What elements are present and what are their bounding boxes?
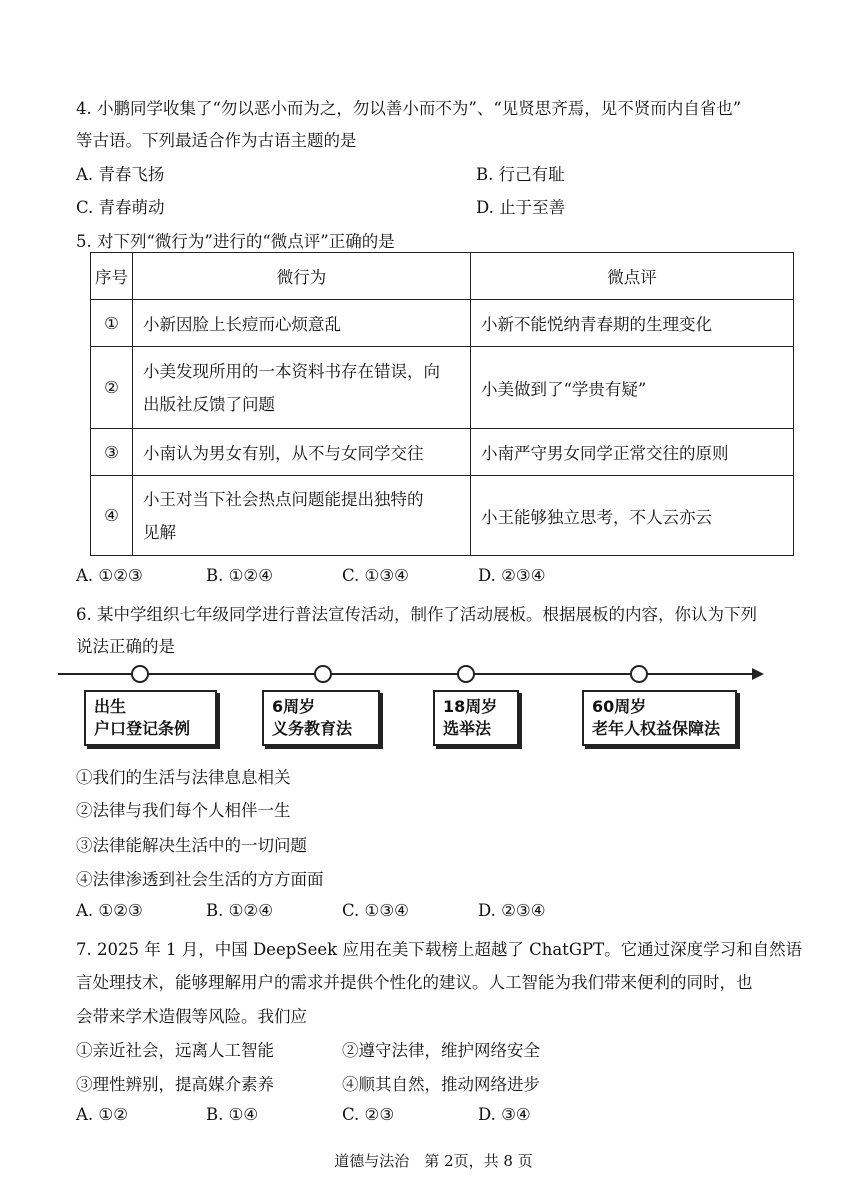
behavior-text: 小美发现所用的一本资料书存在错误，向 [143, 361, 440, 381]
row-behavior [133, 300, 471, 347]
q5-option-d: D. ②③④ [478, 566, 546, 585]
behavior-text: 见解 [143, 522, 176, 542]
q6-stem-line2: 说法正确的是 [76, 637, 175, 656]
timeline-law: 老年人权益保障法 [592, 719, 721, 738]
q4-option-a: A. 青春飞扬 [76, 165, 165, 184]
timeline-law: 选举法 [443, 719, 492, 738]
q4-option-b: B. 行己有耻 [476, 165, 565, 184]
q4-stem-line1: 4. 小鹏同学收集了“勿以恶小而为之，勿以善小而不为”、“见贤思齐焉，见不贤而内自省也” [76, 99, 742, 118]
row-comment: 小王能够独立思考，不人云亦云 [471, 476, 794, 556]
row-number: ④ [91, 476, 133, 556]
timeline-node [314, 665, 332, 683]
q7-option-d: D. ③④ [478, 1105, 531, 1124]
timeline-age: 60周岁 [592, 697, 647, 716]
row-number: ① [91, 300, 133, 347]
q6-option-a: A. ①②③ [76, 901, 143, 920]
q6-statement-1: ①我们的生活与法律息息相关 [76, 768, 291, 787]
q6-option-b: B. ①②④ [206, 901, 273, 920]
header-comment: 微点评 [471, 253, 794, 300]
q4-option-c: C. 青春萌动 [76, 198, 165, 217]
q6-option-d: D. ②③④ [478, 901, 546, 920]
q7-statement-1: ①亲近社会，远离人工智能 [76, 1041, 274, 1060]
timeline-box-birth [84, 690, 217, 746]
timeline-axis [58, 673, 754, 675]
q5-option-b: B. ①②④ [206, 566, 273, 585]
behavior-text: 出版社反馈了问题 [143, 394, 275, 414]
timeline-node [457, 665, 475, 683]
timeline-age: 18周岁 [443, 697, 498, 716]
q6-statement-2: ②法律与我们每个人相伴一生 [76, 801, 291, 820]
q7-stem-line2: 言处理技术，能够理解用户的需求并提供个性化的建议。人工智能为我们带来便利的同时，也 [76, 973, 753, 992]
q7-option-b: B. ①④ [206, 1105, 259, 1124]
row-behavior [133, 347, 471, 429]
table-header-row [91, 253, 794, 300]
row-behavior [133, 476, 471, 556]
q5-option-a: A. ①②③ [76, 566, 143, 585]
timeline-age: 出生 [94, 697, 127, 716]
q5-table [90, 252, 794, 556]
q7-statement-4: ④顺其自然，推动网络进步 [342, 1075, 540, 1094]
q5-option-c: C. ①③④ [342, 566, 409, 585]
row-comment: 小南严守男女同学正常交往的原则 [471, 429, 794, 476]
row-number: ② [91, 347, 133, 429]
table-row [91, 300, 794, 347]
behavior-text: 小新因脸上长痘而心烦意乱 [143, 315, 341, 334]
behavior-text: 小王对当下社会热点问题能提出独特的 [143, 489, 424, 509]
q7-option-a: A. ①② [76, 1105, 128, 1124]
timeline-age: 6周岁 [272, 697, 316, 716]
timeline-arrow-icon [752, 668, 764, 680]
q6-statement-3: ③法律能解决生活中的一切问题 [76, 836, 307, 855]
timeline-node [131, 665, 149, 683]
q4-stem-line2: 等古语。下列最适合作为古语主题的是 [76, 131, 357, 150]
row-comment: 小美做到了“学贵有疑” [471, 347, 794, 429]
timeline-law: 户口登记条例 [94, 719, 191, 738]
q5-stem: 5. 对下列“微行为”进行的“微点评”正确的是 [76, 232, 395, 251]
timeline-box-age-6 [262, 690, 380, 746]
q7-statement-3: ③理性辨别，提高媒介素养 [76, 1075, 274, 1094]
q6-statement-4: ④法律渗透到社会生活的方方面面 [76, 870, 324, 889]
table-row [91, 429, 794, 476]
q7-statement-2: ②遵守法律，维护网络安全 [342, 1041, 540, 1060]
timeline-law: 义务教育法 [272, 719, 353, 738]
header-behavior: 微行为 [133, 253, 471, 300]
q6-stem-line1: 6. 某中学组织七年级同学进行普法宣传活动，制作了活动展板。根据展板的内容，你认为下列 [76, 605, 757, 624]
row-number: ③ [91, 429, 133, 476]
table-row [91, 347, 794, 429]
q7-stem-line1: 7. 2025 年 1 月，中国 DeepSeek 应用在美下载榜上超越了 ChatGPT。它通过深度学习和自然语 [76, 940, 803, 959]
q7-option-c: C. ②③ [342, 1105, 395, 1124]
row-comment: 小新不能悦纳青春期的生理变化 [471, 300, 794, 347]
header-number: 序号 [91, 253, 133, 300]
row-behavior [133, 429, 471, 476]
timeline-node [630, 665, 648, 683]
table-row [91, 476, 794, 556]
page-footer: 道德与法治 第 2页，共 8 页 [334, 1152, 533, 1170]
behavior-text: 小南认为男女有别，从不与女同学交往 [143, 444, 424, 463]
timeline-box-age-18 [433, 690, 519, 746]
q4-option-d: D. 止于至善 [476, 198, 566, 217]
q7-stem-line3: 会带来学术造假等风险。我们应 [76, 1007, 307, 1026]
timeline-box-age-60 [582, 690, 737, 746]
q6-option-c: C. ①③④ [342, 901, 409, 920]
